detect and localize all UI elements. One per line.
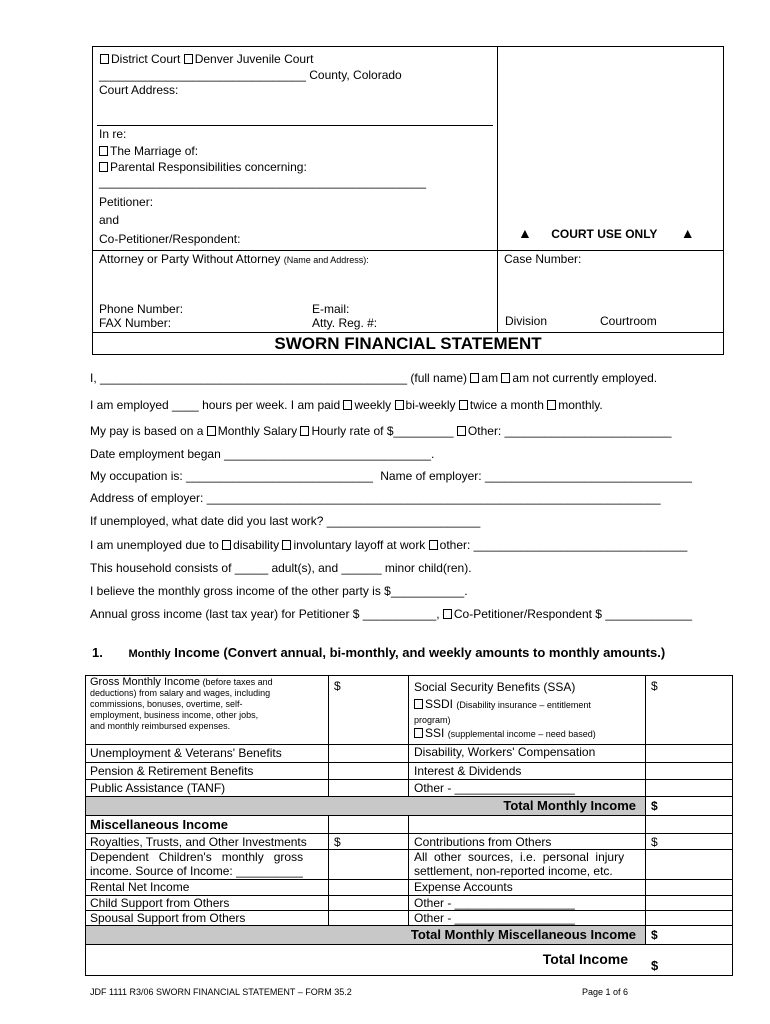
- total-misc-income-amount[interactable]: $: [651, 928, 658, 942]
- gross-note-2: deductions) from salary and wages, including: [90, 688, 271, 698]
- section1-heading: [92, 645, 665, 660]
- court-address-underline: [97, 125, 493, 126]
- last-work-line[interactable]: If unemployed, what date did you last work? _______________________: [90, 514, 481, 528]
- am-not-checkbox[interactable]: [501, 373, 510, 383]
- caption-hline-title: [92, 332, 724, 333]
- am-label: am: [481, 371, 499, 385]
- am-not-label: am not currently employed.: [512, 371, 658, 385]
- atty-reg-label: Atty. Reg. #:: [312, 316, 378, 330]
- col-line-2b: [408, 815, 409, 925]
- biweekly-checkbox[interactable]: [395, 400, 404, 410]
- caption-hline-attorney: [92, 250, 724, 251]
- in-re-label: In re:: [99, 127, 127, 141]
- gross-note-3: commissions, bonuses, overtime, self-: [90, 699, 243, 709]
- copetitioner-checkbox[interactable]: [443, 609, 452, 619]
- disability-comp-label: Disability, Workers' Compensation: [414, 745, 596, 759]
- other-sources-line-2: settlement, non-reported income, etc.: [414, 864, 613, 878]
- employer-address-line[interactable]: Address of employer: ____________________________________________________________________: [90, 491, 661, 505]
- row-line: [85, 815, 733, 816]
- household-line[interactable]: This household consists of _____ adult(s), and ______ minor child(ren).: [90, 561, 472, 575]
- marriage-checkbox[interactable]: [99, 146, 108, 156]
- dependent-cell: [90, 850, 326, 878]
- contributions-label: Contributions from Others: [414, 835, 552, 849]
- col-line-3: [645, 675, 646, 945]
- parental-checkbox[interactable]: [99, 162, 108, 172]
- row-line: [85, 796, 733, 797]
- gross-note-4: employment, business income, other jobs,: [90, 710, 259, 720]
- occupation-field[interactable]: My occupation is: ____________________________: [90, 469, 373, 483]
- monthly-label: monthly.: [558, 398, 603, 412]
- weekly-label: weekly: [354, 398, 392, 412]
- ssdi-note: (Disability insurance – entitlement: [456, 700, 591, 710]
- row-line: [85, 833, 733, 834]
- row-line: [85, 779, 733, 780]
- gross-income-label: Gross Monthly Income: [90, 677, 201, 688]
- twice-month-label: twice a month: [469, 398, 544, 412]
- ssa-cell: [414, 679, 644, 742]
- layoff-checkbox[interactable]: [282, 540, 291, 550]
- ssi-label: SSI: [425, 726, 445, 740]
- footer-form-id: JDF 1111 R3/06 SWORN FINANCIAL STATEMENT – FORM 35.2: [90, 987, 352, 997]
- total-monthly-income-label: Total Monthly Income: [503, 798, 636, 813]
- and-label: and: [99, 213, 120, 227]
- fullname-label: (full name): [410, 371, 468, 385]
- rental-label: Rental Net Income: [90, 880, 190, 894]
- ssa-amount[interactable]: $: [651, 679, 658, 693]
- county-line: [99, 68, 402, 82]
- court-options: [100, 52, 313, 66]
- triangle-up-icon: ▲: [680, 225, 695, 241]
- attorney-label: [99, 252, 369, 266]
- email-label: E-mail:: [312, 302, 350, 316]
- attorney-label-text: Attorney or Party Without Attorney: [99, 252, 281, 266]
- tanf-label: Public Assistance (TANF): [90, 781, 226, 795]
- row-line: [85, 762, 733, 763]
- attorney-label-small: (Name and Address):: [283, 255, 369, 265]
- denver-juvenile-checkbox[interactable]: [184, 54, 193, 64]
- royalties-amount[interactable]: $: [334, 835, 341, 849]
- court-use-only-label: COURT USE ONLY: [551, 227, 658, 241]
- misc-income-heading: Miscellaneous Income: [90, 817, 228, 832]
- royalties-label: Royalties, Trusts, and Other Investments: [90, 835, 307, 849]
- monthly-checkbox[interactable]: [547, 400, 556, 410]
- ssdi-checkbox[interactable]: [414, 699, 423, 709]
- courtroom-label: Courtroom: [600, 314, 657, 328]
- col-line-1: [328, 675, 329, 796]
- unemployed-other-checkbox[interactable]: [429, 540, 438, 550]
- pay-other-checkbox[interactable]: [457, 426, 466, 436]
- monthly-salary-checkbox[interactable]: [207, 426, 216, 436]
- ssdi-note-2: program): [414, 715, 451, 725]
- other-sources-line-1: All other sources, i.e. personal injury: [414, 850, 625, 864]
- division-label: Division: [505, 314, 548, 328]
- gross-income-amount[interactable]: $: [334, 679, 341, 693]
- footer-page: Page 1 of 6: [582, 987, 629, 997]
- row-line: [85, 925, 733, 926]
- hourly-rate-checkbox[interactable]: [300, 426, 309, 436]
- dependent-line-1: Dependent Children's monthly gross: [90, 850, 304, 864]
- denver-juvenile-label: Denver Juvenile Court: [194, 52, 314, 66]
- total-misc-income-label: Total Monthly Miscellaneous Income: [410, 927, 636, 942]
- unemployed-line: [90, 538, 687, 552]
- ssi-checkbox[interactable]: [414, 728, 423, 738]
- caption-divider: [497, 46, 498, 333]
- district-court-label: District Court: [111, 52, 181, 66]
- gross-note-5: and monthly reimbursed expenses.: [90, 721, 231, 731]
- total-monthly-income-amount[interactable]: $: [651, 799, 658, 813]
- employer-name-field[interactable]: Name of employer: _______________________________: [380, 469, 692, 483]
- district-court-checkbox[interactable]: [100, 54, 109, 64]
- col-line-2: [408, 675, 409, 796]
- pay-frequency-line: [90, 398, 603, 412]
- form-title: SWORN FINANCIAL STATEMENT: [274, 334, 542, 353]
- section1-heading-text: Income (Convert annual, bi-monthly, and weekly amounts to monthly amounts.): [174, 645, 666, 660]
- unemployed-other-label: other: ________________________________: [439, 538, 688, 552]
- pension-label: Pension & Retirement Benefits: [90, 764, 254, 778]
- biweekly-label: bi-weekly: [405, 398, 456, 412]
- monthly-salary-label: Monthly Salary: [217, 424, 298, 438]
- dependent-line-2: income. Source of Income: __________: [90, 864, 303, 878]
- ssa-label: Social Security Benefits (SSA): [414, 680, 576, 694]
- line2-prefix: I am employed ____ hours per week. I am paid: [90, 398, 341, 412]
- section1-heading-small: Monthly: [128, 648, 171, 660]
- ssdi-label: SSDI: [425, 697, 454, 711]
- parental-label: Parental Responsibilities concerning:: [110, 160, 307, 174]
- weekly-checkbox[interactable]: [343, 400, 352, 410]
- marriage-label: The Marriage of:: [110, 144, 199, 158]
- contributions-amount[interactable]: $: [651, 835, 658, 849]
- twice-month-checkbox[interactable]: [459, 400, 468, 410]
- spousal-support-label: Spousal Support from Others: [90, 911, 246, 925]
- total-income-amount[interactable]: $: [651, 958, 659, 973]
- copetitioner-annual-field[interactable]: Co-Petitioner/Respondent $ _____________: [453, 607, 693, 621]
- annual-income-line: [90, 607, 692, 621]
- court-address-label: Court Address:: [99, 83, 179, 97]
- line3-prefix: My pay is based on a: [90, 424, 204, 438]
- gross-income-cell: [90, 677, 326, 732]
- ssi-note: (supplemental income – need based): [447, 729, 596, 739]
- col-line-1b: [328, 815, 329, 925]
- occupation-line: [90, 469, 692, 483]
- copetitioner-label: Co-Petitioner/Respondent:: [99, 232, 241, 246]
- petitioner-label: Petitioner:: [99, 195, 154, 209]
- pay-other-label: Other: _________________________: [467, 424, 672, 438]
- other-misc-1-label: Other - __________________: [414, 896, 575, 910]
- section1-number: 1.: [92, 645, 103, 660]
- caption-box: [92, 46, 724, 355]
- unemployment-label: Unemployment & Veterans' Benefits: [90, 746, 282, 760]
- line8-prefix: I am unemployed due to: [90, 538, 219, 552]
- phone-label: Phone Number:: [99, 302, 184, 316]
- am-checkbox[interactable]: [470, 373, 479, 383]
- other-income-label: Other - __________________: [414, 781, 575, 795]
- petitioner-annual-field[interactable]: Annual gross income (last tax year) for Petitioner $ ___________,: [90, 607, 440, 621]
- pay-basis-line: [90, 424, 671, 438]
- child-support-label: Child Support from Others: [90, 896, 230, 910]
- disability-label: disability: [233, 538, 280, 552]
- parental-option: [99, 160, 307, 174]
- row-line: [85, 744, 733, 745]
- hourly-rate-label: Hourly rate of $_________: [311, 424, 454, 438]
- other-party-income-line[interactable]: I believe the monthly gross income of the other party is $___________.: [90, 584, 468, 598]
- triangle-up-icon: ▲: [518, 225, 532, 241]
- other-sources-cell: [414, 850, 644, 878]
- employment-date-line[interactable]: Date employment began _______________________________.: [90, 447, 435, 461]
- total-income-label: Total Income: [542, 951, 628, 967]
- layoff-label: involuntary layoff at work: [293, 538, 426, 552]
- line1-prefix: I,: [90, 371, 97, 385]
- interest-label: Interest & Dividends: [414, 764, 522, 778]
- court-use-only: [518, 225, 695, 241]
- county-field[interactable]: _______________________________: [99, 68, 306, 82]
- county-suffix: County, Colorado: [309, 68, 402, 82]
- case-number-label: Case Number:: [504, 252, 582, 266]
- fax-label: FAX Number:: [99, 316, 172, 330]
- marriage-option: [99, 144, 198, 158]
- fullname-field[interactable]: ______________________________________________: [100, 371, 408, 385]
- fullname-line: [90, 371, 657, 385]
- parties-field[interactable]: _________________________________________________: [99, 175, 427, 189]
- disability-checkbox[interactable]: [222, 540, 231, 550]
- gross-note-1: (before taxes and: [202, 677, 273, 687]
- other-misc-2-label: Other - __________________: [414, 911, 575, 925]
- row-line: [85, 944, 733, 945]
- expense-accounts-label: Expense Accounts: [414, 880, 513, 894]
